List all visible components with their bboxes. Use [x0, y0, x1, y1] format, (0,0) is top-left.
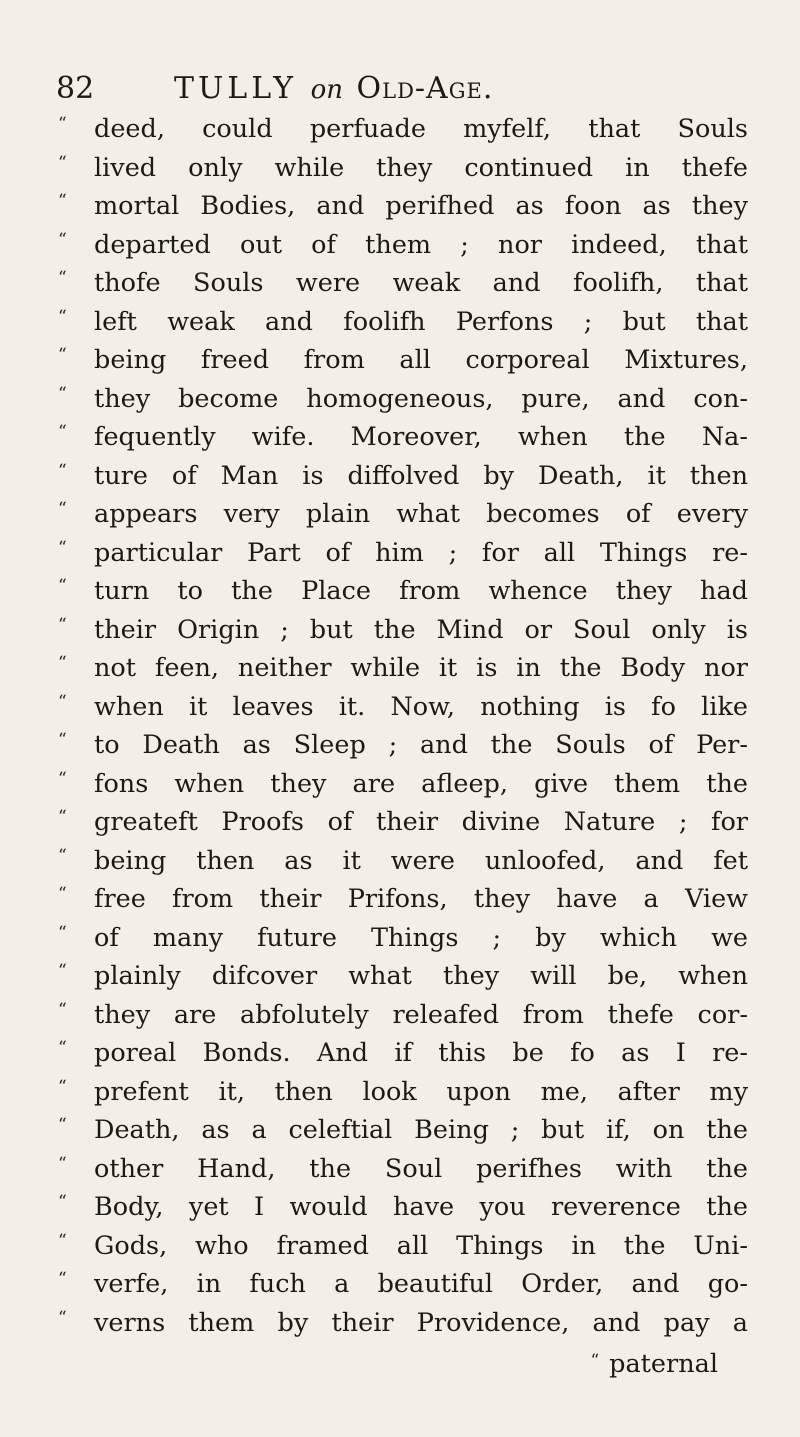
quote-mark: “	[58, 499, 67, 519]
quote-mark: “	[58, 922, 67, 943]
quote-mark: “	[58, 345, 67, 365]
page-number: 82	[56, 71, 95, 106]
text-line	[58, 919, 748, 958]
quote-mark: “	[58, 383, 67, 404]
text-line	[58, 649, 748, 688]
line-text: turn to the Place from whence they had	[94, 576, 748, 606]
running-head-on: on	[310, 75, 343, 105]
line-text: being freed from all corporeal Mixtures,	[94, 345, 748, 375]
quote-mark: “	[58, 306, 67, 327]
line-text: being then as it were unloofed, and fet	[94, 845, 748, 876]
line-text: they are abfolutely releafed from thefe cor-	[94, 999, 748, 1030]
quote-mark: “	[58, 1153, 67, 1174]
line-text: plainly difcover what they will be, when	[94, 961, 748, 991]
quote-mark: “	[58, 999, 67, 1020]
line-text: not feen, neither while it is in the Body nor	[94, 653, 748, 683]
line-text: Death, as a celeftial Being ; but if, on the	[94, 1115, 748, 1145]
line-text: Body, yet I would have you reverence the	[94, 1192, 748, 1222]
text-line	[58, 110, 748, 149]
quote-mark: “	[58, 114, 67, 134]
quote-mark: “	[58, 807, 67, 827]
text-line	[58, 1150, 748, 1189]
text-line	[58, 534, 748, 573]
line-text: free from their Prifons, they have a View	[94, 884, 748, 914]
line-text: Gods, who framed all Things in the Uni-	[94, 1230, 748, 1261]
line-text: of many future Things ; by which we	[94, 922, 748, 953]
quote-mark: “	[58, 1230, 67, 1251]
page-header	[56, 68, 746, 110]
text-line	[58, 765, 748, 804]
quote-mark: “	[58, 653, 67, 673]
quote-mark: “	[58, 768, 67, 789]
quote-mark: “	[58, 191, 67, 211]
quote-mark: “	[58, 614, 67, 635]
line-text: thofe Souls were weak and foolifh, that	[94, 268, 748, 298]
quote-mark: “	[58, 576, 67, 596]
text-line	[58, 341, 748, 380]
quote-mark: “	[58, 1307, 67, 1328]
text-line	[58, 149, 748, 188]
text-line	[58, 303, 748, 342]
line-text: mortal Bodies, and perifhed as foon as they	[94, 191, 748, 221]
quote-mark: “	[58, 152, 67, 173]
text-line	[58, 1111, 748, 1150]
text-line	[58, 842, 748, 881]
quote-mark: “	[58, 268, 67, 288]
text-line	[58, 187, 748, 226]
quote-mark: “	[58, 1038, 67, 1058]
line-text: left weak and foolifh Perfons ; but that	[94, 306, 748, 337]
text-line	[58, 457, 748, 496]
quote-mark: “	[58, 961, 67, 981]
text-line	[58, 996, 748, 1035]
line-text: greateft Proofs of their divine Nature ; for	[94, 807, 748, 837]
text-line	[58, 1034, 748, 1073]
line-text: other Hand, the Soul perifhes with the	[94, 1153, 748, 1184]
quote-mark: “	[58, 460, 67, 481]
line-text: appears very plain what becomes of every	[94, 499, 748, 529]
text-line	[58, 495, 748, 534]
body-text	[58, 110, 748, 1381]
text-line	[58, 1304, 748, 1343]
line-text: their Origin ; but the Mind or Soul only is	[94, 614, 748, 645]
text-line	[58, 418, 748, 457]
line-text: they become homogeneous, pure, and con-	[94, 383, 748, 414]
quote-mark: “	[58, 229, 67, 250]
quote-mark: “	[58, 1076, 67, 1097]
catchword	[590, 1342, 718, 1383]
quote-mark: “	[58, 537, 67, 558]
quote-mark: “	[58, 730, 67, 750]
text-line	[58, 611, 748, 650]
line-text: fequently wife. Moreover, when the Na-	[94, 422, 748, 452]
line-text: poreal Bonds. And if this be fo as I re-	[94, 1038, 748, 1068]
line-text: prefent it, then look upon me, after my	[94, 1076, 748, 1107]
text-line	[58, 572, 748, 611]
quote-mark: “	[58, 1192, 67, 1212]
line-text: departed out of them ; nor indeed, that	[94, 229, 748, 260]
text-line	[58, 880, 748, 919]
text-line	[58, 1188, 748, 1227]
running-head-title: TULLY	[174, 71, 298, 106]
text-line	[58, 264, 748, 303]
quote-mark: “	[58, 1115, 67, 1135]
text-line	[58, 803, 748, 842]
line-text: lived only while they continued in thefe	[94, 152, 748, 183]
line-text: particular Part of him ; for all Things re-	[94, 537, 748, 568]
catchword-line	[58, 1342, 748, 1381]
running-head-subject: Old-Age.	[356, 71, 494, 106]
line-text: verns them by their Providence, and pay a	[94, 1307, 748, 1338]
line-text: when it leaves it. Now, nothing is fo like	[94, 691, 748, 722]
line-text: fons when they are afleep, give them the	[94, 768, 748, 799]
text-line	[58, 726, 748, 765]
quote-mark: “	[58, 884, 67, 904]
quote-mark: “	[58, 1269, 67, 1289]
text-line	[58, 1265, 748, 1304]
text-line	[58, 688, 748, 727]
text-line	[58, 380, 748, 419]
quote-mark: “	[58, 691, 67, 712]
text-line	[58, 1073, 748, 1112]
text-line	[58, 1227, 748, 1266]
text-line	[58, 226, 748, 265]
line-text: ture of Man is diffolved by Death, it then	[94, 460, 748, 491]
line-text: deed, could perfuade myfelf, that Souls	[94, 114, 748, 144]
quote-mark: “	[58, 422, 67, 442]
line-text: to Death as Sleep ; and the Souls of Per-	[94, 730, 748, 760]
line-text: verfe, in fuch a beautiful Order, and go-	[94, 1269, 748, 1299]
quote-mark: “	[58, 845, 67, 866]
catchword-text: paternal	[609, 1349, 718, 1379]
text-line	[58, 957, 748, 996]
running-head	[174, 68, 493, 111]
quote-mark: “	[590, 1351, 600, 1371]
